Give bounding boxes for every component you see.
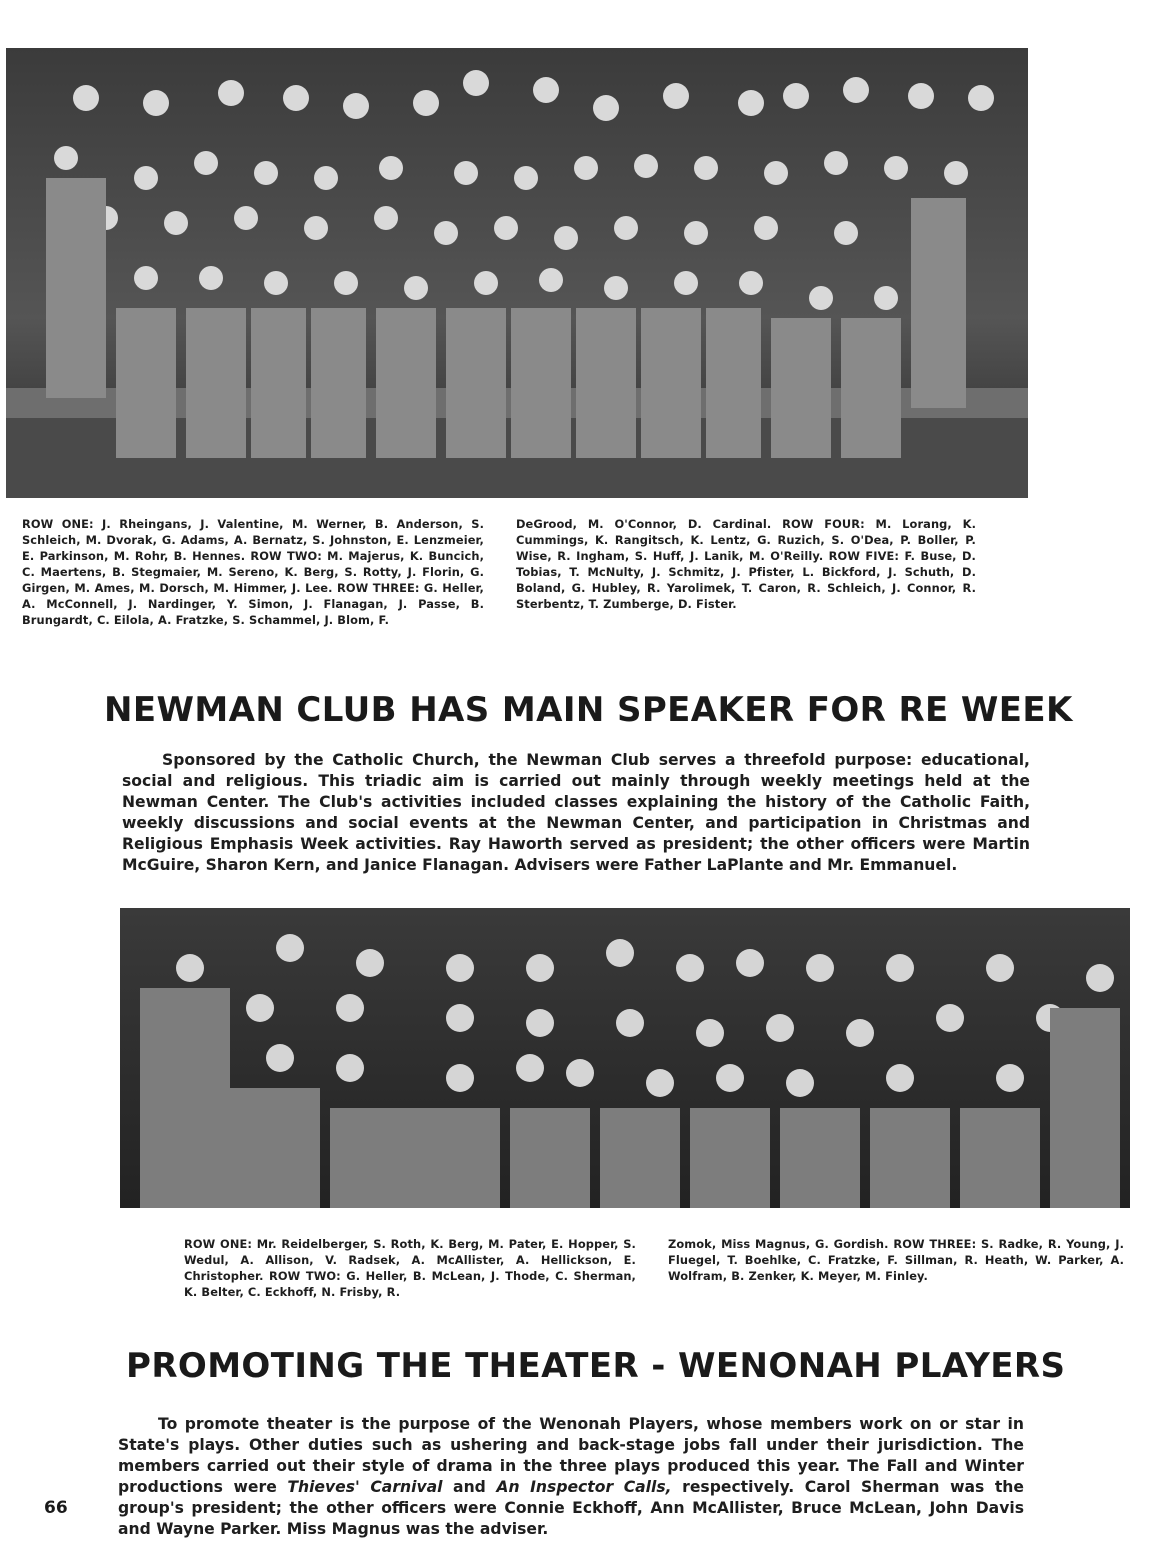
newman-headline: NEWMAN CLUB HAS MAIN SPEAKER FOR RE WEEK (104, 690, 1073, 730)
body-part-2: respectively. Carol Sherman was the group's president; the other officers were Connie Eckhoff, Ann McAllister, Bruce McLean, John Davis and Wayne Parker. Miss Magnus was the adviser. (118, 1478, 1024, 1538)
body-and: and (442, 1478, 497, 1496)
wenonah-headline: PROMOTING THE THEATER - WENONAH PLAYERS (126, 1346, 1066, 1386)
play-title-an-inspector-calls: An Inspector Calls, (496, 1478, 672, 1496)
photo1-caption-left: ROW ONE: J. Rheingans, J. Valentine, M. Werner, B. Anderson, S. Schleich, M. Dvorak, G. Adams, A. Bernatz, S. Johnston, E. Lenzmeier, E. Parkinson, M. Rohr, B. Hennes. ROW TWO: M. Majerus, K. Buncich, C. Maertens, B. Stegmaier, M. Sereno, K. Berg, S. Rotty, J. Florin, G. Girgen, M. Ames, M. Dorsch, M. Himmer, J. Lee. ROW THREE: G. Heller, A. McConnell, J. Nardinger, Y. Simon, J. Flanagan, J. Passe, B. Brungardt, C. Eilola, A. Fratzke, S. Schammel, J. Blom, F. (22, 517, 484, 627)
photo2-caption-right: Zomok, Miss Magnus, G. Gordish. ROW THREE: S. Radke, R. Young, J. Fluegel, T. Boehlke, C. Fratzke, F. Sillman, R. Heath, W. Parker, A. Wolfram, B. Zenker, K. Meyer, M. Finley. (668, 1237, 1124, 1283)
group-photo-illustration (6, 48, 1028, 498)
wenonah-article (118, 1414, 1024, 1540)
group-photo-illustration (120, 908, 1130, 1208)
photo1-caption-right: DeGrood, M. O'Connor, D. Cardinal. ROW FOUR: M. Lorang, K. Cummings, K. Rangitsch, K. Lentz, G. Ruzich, S. O'Dea, P. Boller, P. Wise, R. Ingham, S. Huff, J. Lanik, M. O'Reilly. ROW FIVE: F. Buse, D. Tobias, T. McNulty, J. Schmitz, J. Pfister, L. Bickford, J. Schuth, D. Boland, G. Hubley, R. Yarolimek, T. Caron, R. Schleich, J. Connor, R. Sterbentz, T. Zumberge, D. Fister. (516, 517, 976, 611)
body-part-1: To promote theater is the purpose of the Wenonah Players, whose members work on or star in State's plays. Other duties such as ushering and back-stage jobs fall under their jurisdiction. The members carried out their style of drama in the three plays produced this year. The Fall and Winter productions were (118, 1415, 1024, 1496)
newman-club-group-photo (6, 48, 1028, 498)
play-title-thieves-carnival: Thieves' Carnival (287, 1478, 443, 1496)
wenonah-article-body (118, 1414, 1024, 1540)
newman-article (122, 750, 1030, 876)
newman-article-body: Sponsored by the Catholic Church, the Newman Club serves a threefold purpose: educational, social and religious. This triadic aim is carried out mainly through weekly meetings held at the Newman Center. The Club's activities included classes explaining the history of the Catholic Faith, weekly discussions and social events at the Newman Center, and participation in Christmas and Religious Emphasis Week activities. Ray Haworth served as president; the other officers were Martin McGuire, Sharon Kern, and Janice Flanagan. Advisers were Father LaPlante and Mr. Emmanuel. (122, 751, 1030, 874)
photo2-caption-left: ROW ONE: Mr. Reidelberger, S. Roth, K. Berg, M. Pater, E. Hopper, S. Wedul, A. Allison, V. Radsek, A. McAllister, A. Hellickson, E. Christopher. ROW TWO: G. Heller, B. McLean, J. Thode, C. Sherman, K. Belter, C. Eckhoff, N. Frisby, R. (184, 1237, 636, 1299)
page-number: 66 (44, 1498, 68, 1518)
wenonah-players-group-photo (120, 908, 1130, 1208)
